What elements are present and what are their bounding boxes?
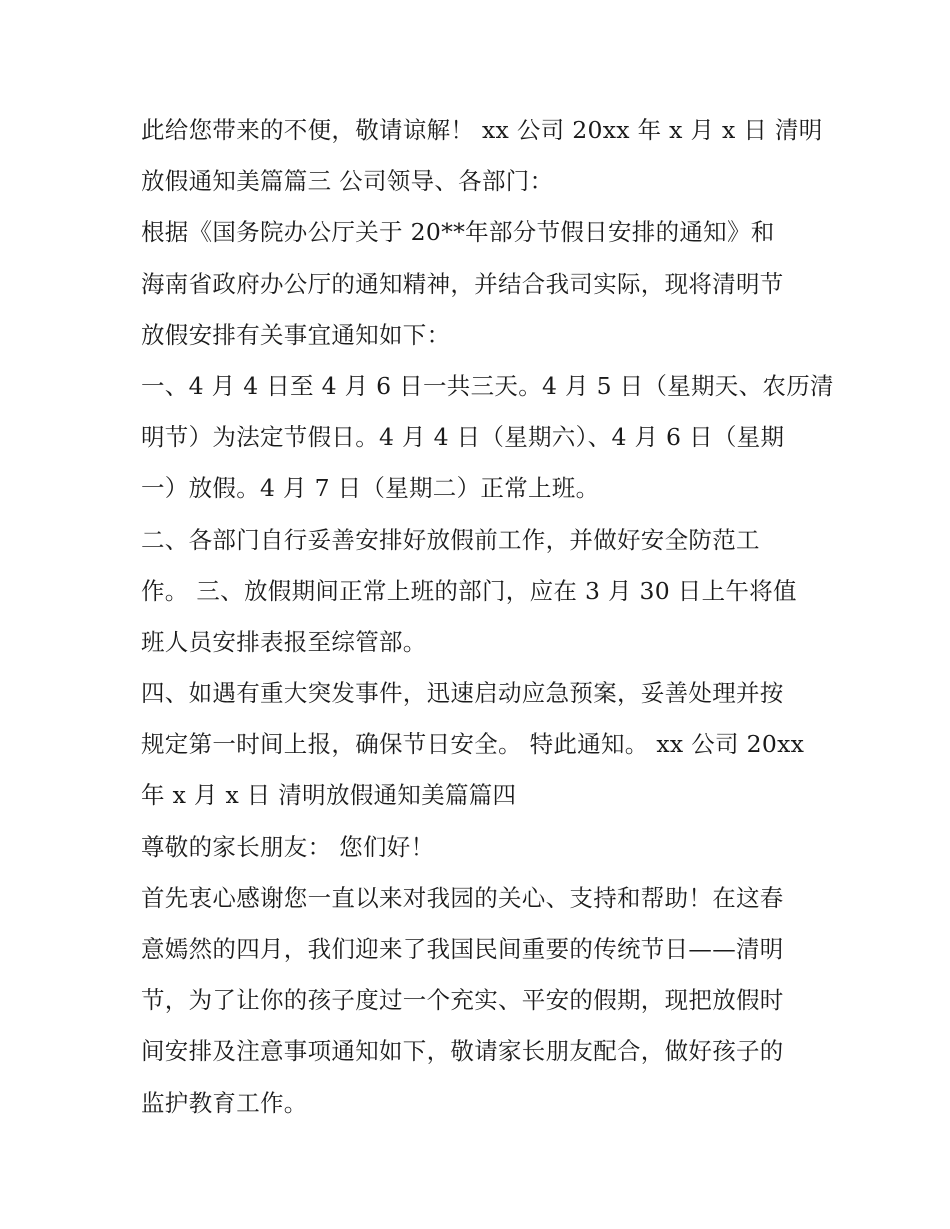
text-line: 规定第一时间上报，确保节日安全。 特此通知。 xx 公司 20xx [141, 730, 805, 759]
text-line: 节，为了让你的孩子度过一个充实、平安的假期，现把放假时 [141, 986, 784, 1015]
text-line: 首先衷心感谢您一直以来对我园的关心、支持和帮助！在这春 [141, 883, 784, 912]
text-line: 一、4 月 4 日至 4 月 6 日一共三天。4 月 5 日（星期天、农历清 [141, 371, 834, 400]
text-line: 作。 三、放假期间正常上班的部门，应在 3 月 30 日上午将值 [141, 576, 797, 605]
text-line: 班人员安排表报至综管部。 [141, 627, 427, 656]
text-line: 间安排及注意事项通知如下，敬请家长朋友配合，做好孩子的 [141, 1037, 784, 1066]
text-line: 二、各部门自行妥善安排好放假前工作，并做好安全防范工 [141, 525, 760, 554]
text-line: 放假安排有关事宜通知如下： [141, 320, 451, 349]
text-line: 年 x 月 x 日 清明放假通知美篇篇四 [141, 781, 517, 810]
text-line: 尊敬的家长朋友： 您们好！ [141, 832, 435, 861]
text-line: 海南省政府办公厅的通知精神，并结合我司实际，现将清明节 [141, 269, 784, 298]
text-line: 此给您带来的不便，敬请谅解！ xx 公司 20xx 年 x 月 x 日 清明 [141, 116, 823, 144]
text-line: 根据《国务院办公厅关于 20**年部分节假日安排的通知》和 [141, 218, 775, 247]
text-line: 四、如遇有重大突发事件，迅速启动应急预案，妥善处理并按 [141, 679, 784, 708]
text-line: 明节）为法定节假日。4 月 4 日（星期六）、4 月 6 日（星期 [141, 423, 785, 452]
text-line: 意嫣然的四月，我们迎来了我国民间重要的传统节日——清明 [141, 935, 784, 963]
text-line: 一）放假。4 月 7 日（星期二）正常上班。 [141, 474, 600, 503]
text-line: 放假通知美篇篇三 公司领导、各部门： [141, 167, 554, 196]
document-body [141, 105, 834, 1129]
text-line: 监护教育工作。 [141, 1088, 308, 1117]
